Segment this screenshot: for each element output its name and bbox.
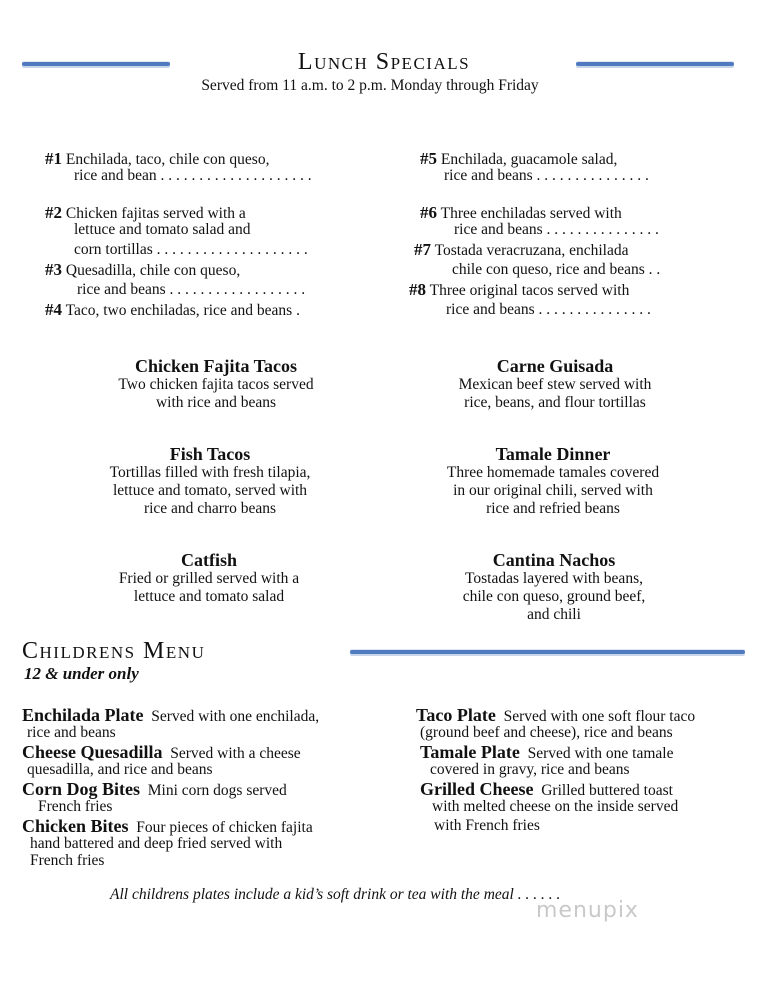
kids-item-name: Taco Plate: [416, 705, 496, 725]
combo-number: #4: [45, 300, 62, 319]
feature-title: Tamale Dinner: [495, 444, 611, 464]
feature-desc: with rice and beans: [155, 394, 277, 411]
kids-rule: [350, 650, 745, 654]
kids-title: Childrens Menu: [22, 638, 206, 664]
feature-title: Fish Tacos: [169, 444, 251, 464]
feature-desc: in our original chili, served with: [453, 482, 653, 499]
combo-number: #7: [414, 240, 431, 259]
combo-number: #1: [45, 149, 62, 168]
feature-desc: rice and charro beans: [143, 500, 277, 517]
feature-desc: lettuce and tomato, served with: [112, 482, 308, 499]
kids-item-desc: Grilled buttered toast: [541, 782, 673, 799]
feature-desc: and chili: [527, 606, 581, 623]
kids-footer-note: All childrens plates include a kid’s soft drink or tea with the meal . . . . . .: [110, 886, 561, 903]
combo-number: #2: [45, 203, 62, 222]
combo-desc: rice and bean . . . . . . . . . . . . . . . . . . . .: [74, 167, 312, 184]
kids-item-desc: with melted cheese on the inside served: [432, 798, 679, 815]
feature-catfish: [59, 550, 359, 606]
kids-item-name: Enchilada Plate: [22, 705, 144, 725]
kids-item-desc: Served with one tamale: [527, 745, 674, 762]
combo-desc: Three original tacos served with: [429, 282, 630, 299]
feature-title: Carne Guisada: [496, 356, 614, 376]
combo-desc: Enchilada, taco, chile con queso,: [65, 151, 270, 168]
feature-desc: lettuce and tomato salad: [133, 588, 285, 605]
feature-desc: Tortillas filled with fresh tilapia,: [109, 464, 311, 481]
combo-desc: Enchilada, guacamole salad,: [440, 151, 618, 168]
kids-item-desc: French fries: [30, 852, 105, 869]
kids-item-name: Grilled Cheese: [420, 779, 534, 799]
kids-item-name: Cheese Quesadilla: [22, 742, 163, 762]
lunch-subtitle: Served from 11 a.m. to 2 p.m. Monday through Friday: [201, 77, 539, 94]
feature-desc: Fried or grilled served with a: [118, 570, 300, 587]
kids-item-name: Chicken Bites: [22, 816, 129, 836]
feature-desc: chile con queso, ground beef,: [462, 588, 646, 605]
combo-desc: rice and beans . . . . . . . . . . . . . . .: [444, 167, 649, 184]
combo-desc: rice and beans . . . . . . . . . . . . . . .: [454, 221, 659, 238]
feature-desc: Tostadas layered with beans,: [465, 570, 643, 587]
feature-tamale-dinner: [403, 444, 703, 518]
feature-title: Cantina Nachos: [492, 550, 616, 570]
kids-item-desc: with French fries: [434, 817, 540, 834]
combo-number: #3: [45, 260, 62, 279]
combo-desc: Taco, two enchiladas, rice and beans .: [65, 302, 300, 319]
combo-number: #5: [420, 149, 437, 168]
lunch-title: Lunch Specials: [297, 49, 471, 75]
kids-item-desc: French fries: [38, 798, 113, 815]
combo-desc: Chicken fajitas served with a: [65, 205, 246, 222]
kids-item-desc: Mini corn dogs served: [147, 782, 287, 799]
combo-number: #8: [409, 280, 426, 299]
kids-item-name: Corn Dog Bites: [22, 779, 140, 799]
combo-number: #6: [420, 203, 437, 222]
kids-item-desc: rice and beans: [27, 724, 116, 741]
feature-desc: Mexican beef stew served with: [458, 376, 652, 393]
combo-desc: Tostada veracruzana, enchilada: [434, 242, 629, 259]
kids-item-desc: hand battered and deep fried served with: [30, 835, 283, 852]
combo-desc: rice and beans . . . . . . . . . . . . . . .: [446, 301, 651, 318]
feature-fish-tacos: [60, 444, 360, 518]
kids-subtitle: 12 & under only: [24, 664, 139, 683]
kids-item-desc: Served with a cheese: [170, 745, 301, 762]
kids-item-desc: (ground beef and cheese), rice and beans: [420, 724, 673, 741]
feature-carne-guisada: [405, 356, 705, 412]
feature-chicken-fajita-tacos: [66, 356, 366, 412]
combo-desc: chile con queso, rice and beans . .: [452, 261, 661, 278]
combo-desc: Quesadilla, chile con queso,: [65, 262, 241, 279]
kids-item-desc: Served with one soft flour taco: [503, 708, 696, 725]
menupix-watermark: menupix: [536, 898, 639, 923]
feature-desc: Two chicken fajita tacos served: [118, 376, 314, 393]
combo-desc: rice and beans . . . . . . . . . . . . . . . . . .: [77, 281, 306, 298]
kids-item-desc: quesadilla, and rice and beans: [27, 761, 213, 778]
feature-title: Chicken Fajita Tacos: [134, 356, 298, 376]
feature-desc: rice, beans, and flour tortillas: [464, 394, 646, 411]
kids-item-desc: Four pieces of chicken fajita: [136, 819, 313, 836]
combo-desc: corn tortillas . . . . . . . . . . . . . . . . . . . .: [74, 241, 308, 258]
combo-desc: Three enchiladas served with: [440, 205, 622, 222]
kids-item-desc: covered in gravy, rice and beans: [430, 761, 630, 778]
combo-desc: lettuce and tomato salad and: [74, 221, 251, 238]
feature-cantina-nachos: [404, 550, 704, 624]
feature-title: Catfish: [180, 550, 237, 570]
feature-desc: rice and refried beans: [486, 500, 620, 517]
kids-item-name: Tamale Plate: [420, 742, 520, 762]
kids-item-desc: Served with one enchilada,: [151, 708, 320, 725]
feature-desc: Three homemade tamales covered: [446, 464, 660, 481]
